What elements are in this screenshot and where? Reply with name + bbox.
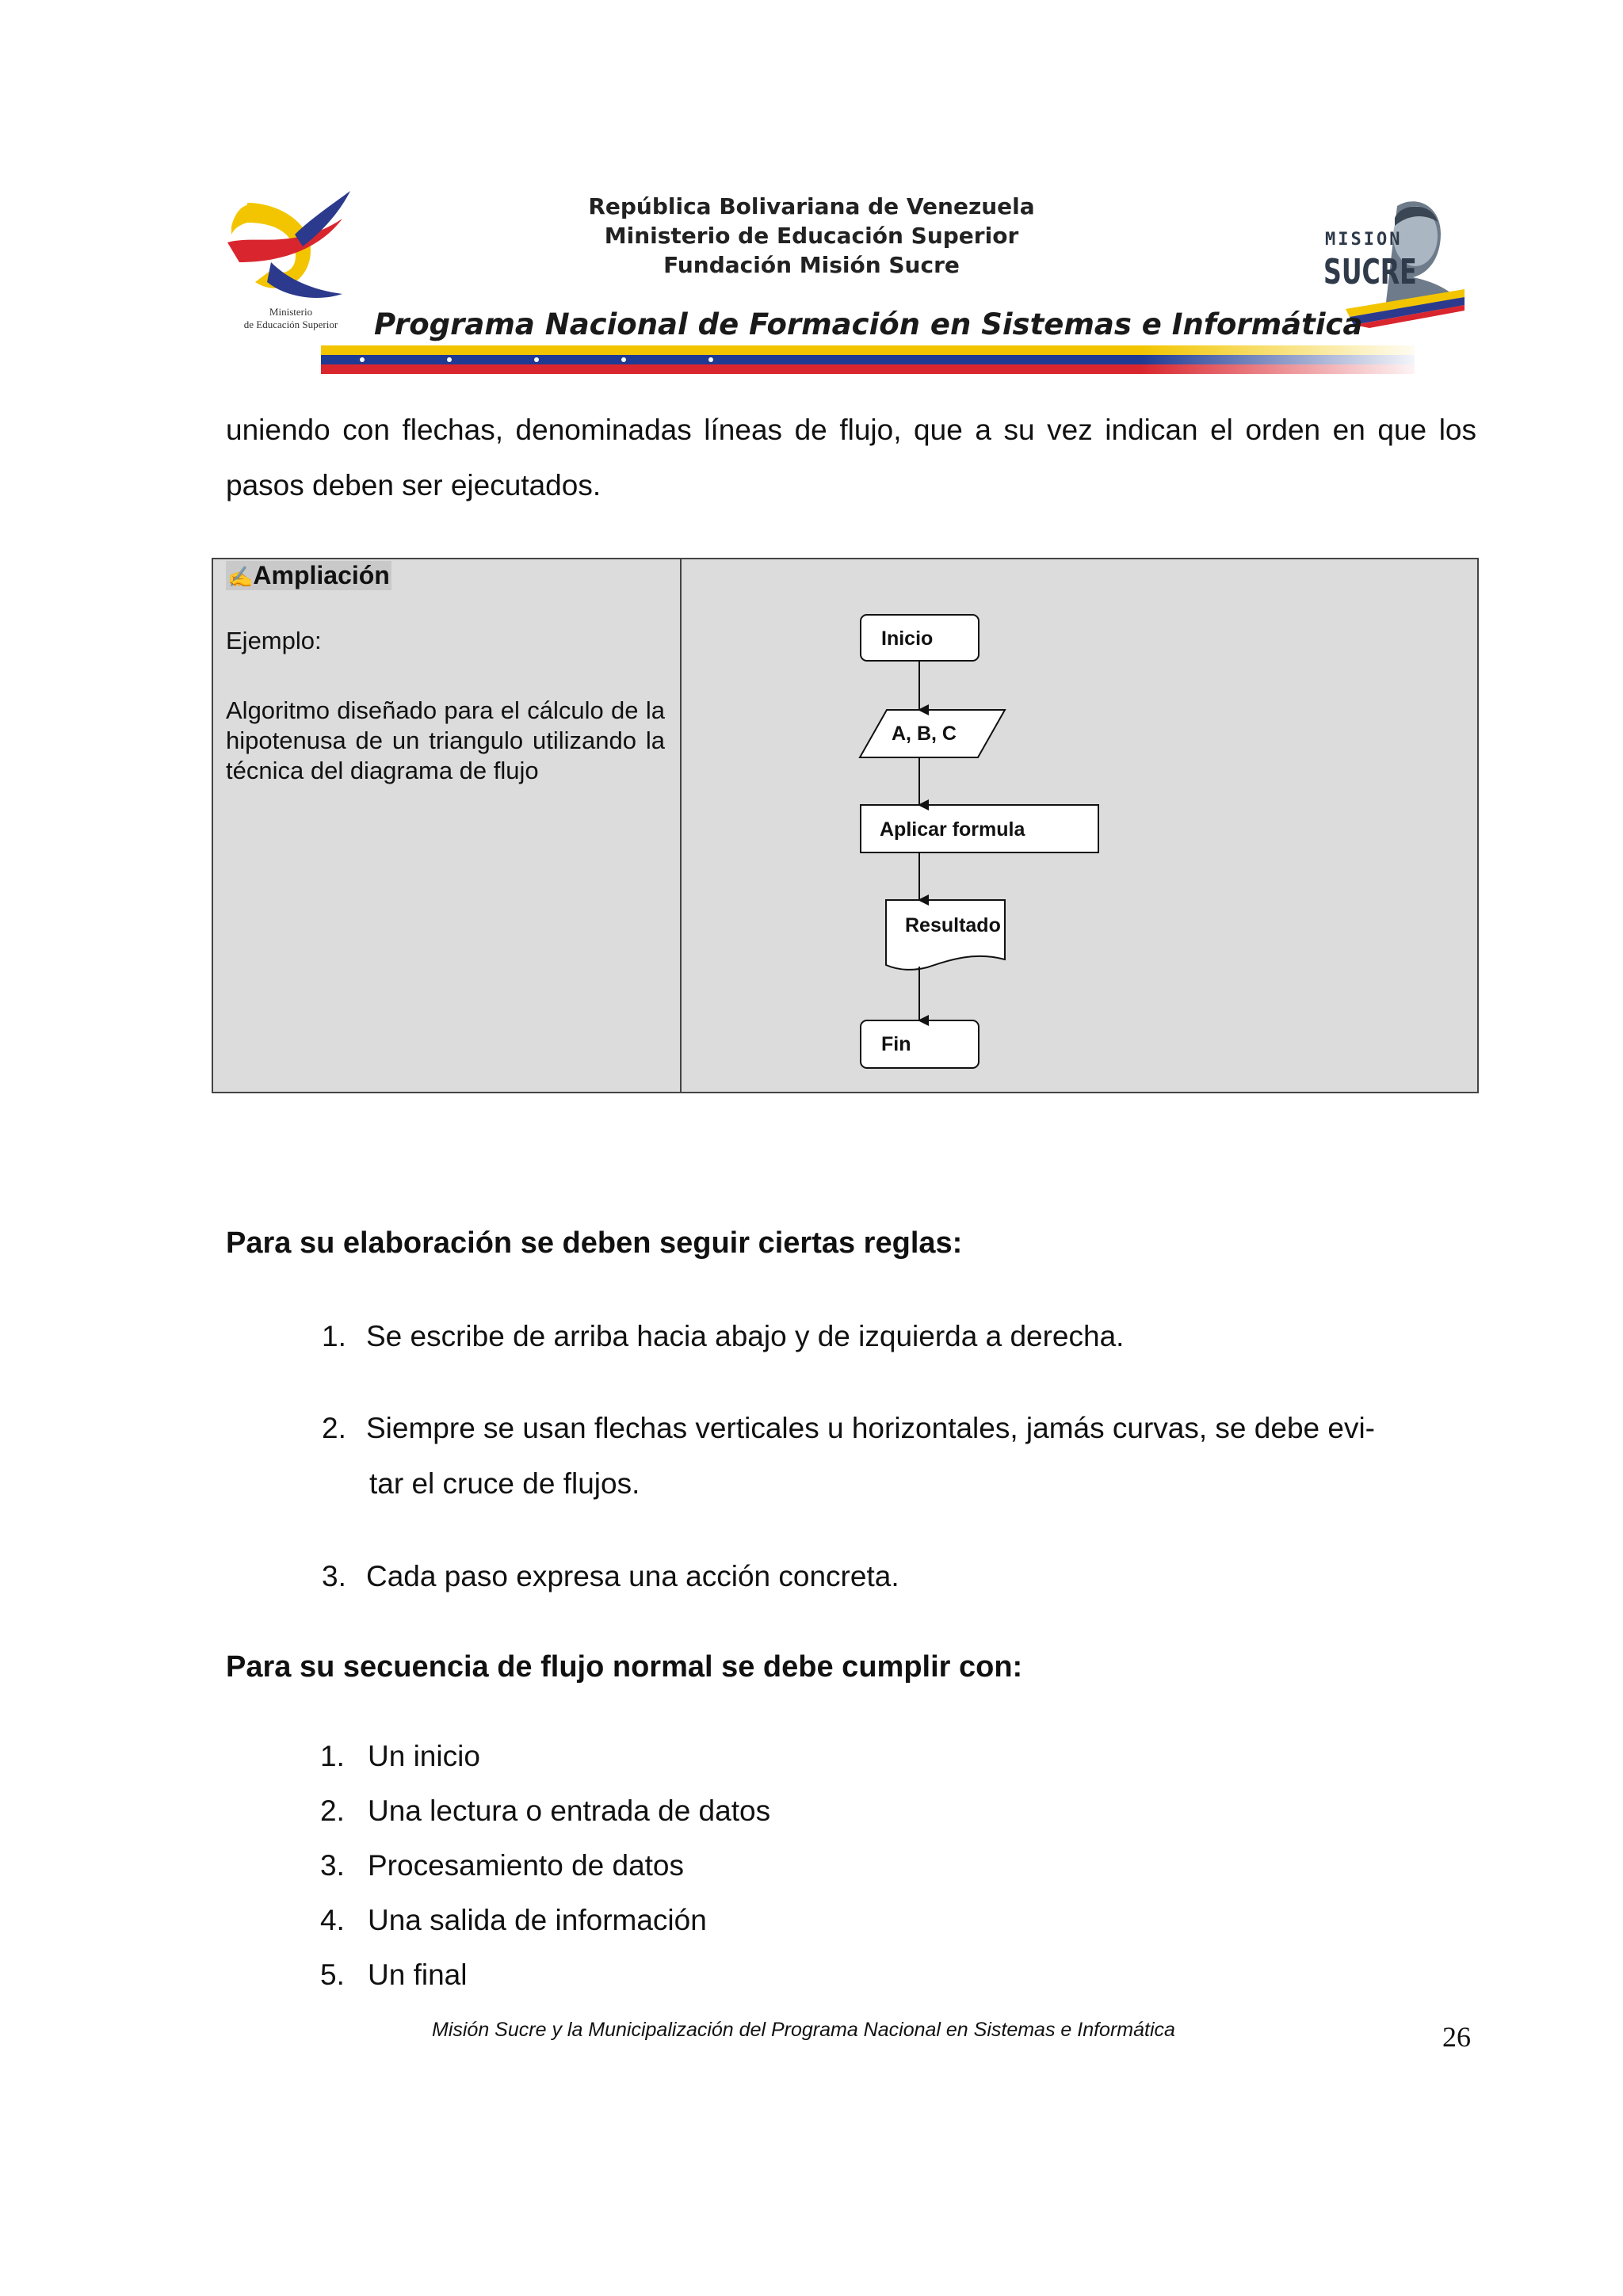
example-table (212, 558, 1479, 1093)
sequence-number: 2. (320, 1794, 345, 1827)
ampliacion-label (226, 561, 391, 590)
rule-number: 1. (322, 1320, 346, 1352)
sequence-item (320, 1904, 707, 1937)
sequence-text: Una lectura o entrada de datos (368, 1794, 771, 1827)
writing-hand-icon: ✍ (227, 565, 254, 589)
sequence-number: 4. (320, 1904, 345, 1936)
header-ministry: Ministerio de Educación Superior (604, 223, 1019, 249)
rule-item (322, 1401, 1479, 1512)
sequence-text: Un final (368, 1958, 468, 1991)
header-band-fade (321, 345, 1415, 374)
rule-text: Se escribe de arriba hacia abajo y de izquierda a derecha. (366, 1320, 1125, 1352)
flowchart-process-label: Aplicar formula (880, 818, 1025, 841)
sequence-text: Una salida de información (368, 1904, 707, 1936)
ministry-caption-line1: Ministerio (269, 306, 313, 318)
program-title: Programa Nacional de Formación en Sistemas e Informática (374, 307, 1363, 341)
flowchart-start-label: Inicio (881, 627, 934, 650)
rule-text: Siempre se usan flechas verticales u horizontales, jamás curvas, se debe evi- (366, 1412, 1375, 1444)
flowchart-output-label: Resultado (905, 914, 1001, 936)
sequence-text: Procesamiento de datos (368, 1849, 685, 1882)
mision-logo-main-text: SUCRE (1323, 252, 1417, 292)
sequence-item (320, 1958, 467, 1992)
rule-number: 3. (322, 1560, 346, 1592)
rule-text: Cada paso expresa una acción concreta. (366, 1560, 899, 1592)
rules-heading: Para su elaboración se deben seguir ciertas reglas: (226, 1226, 963, 1260)
rule-item (322, 1549, 1479, 1604)
example-label: Ejemplo: (226, 627, 322, 654)
sequence-number: 1. (320, 1740, 345, 1772)
sequence-item (320, 1740, 480, 1773)
sequence-item (320, 1794, 770, 1828)
flowchart-end-shape (861, 1020, 979, 1068)
rule-text-continuation: tar el cruce de flujos. (369, 1467, 640, 1500)
flowchart-input-label: A, B, C (892, 723, 957, 745)
ampliacion-text: Ampliación (253, 561, 390, 589)
header-foundation: Fundación Misión Sucre (663, 252, 960, 278)
rule-item (322, 1309, 1479, 1364)
intro-paragraph: uniendo con flechas, denominadas líneas de flujo, que a su vez indican el orden en que los pasos deben ser ejecutados. (226, 414, 1476, 502)
sequence-number: 3. (320, 1849, 345, 1882)
page-number: 26 (1442, 2021, 1471, 2053)
mision-logo-top-text: MISION (1325, 230, 1403, 250)
rule-number: 2. (322, 1412, 346, 1444)
sequence-item (320, 1849, 684, 1882)
flowchart (682, 559, 1477, 1092)
footer-text: Misión Sucre y la Municipalización del Programa Nacional en Sistemas e Informática (432, 2019, 1175, 2041)
sequence-number: 5. (320, 1958, 345, 1991)
ministry-caption-line2: de Educación Superior (243, 318, 338, 330)
sequence-text: Un inicio (368, 1740, 480, 1772)
example-description: Algoritmo diseñado para el cálculo de la hipotenusa de un triangulo utilizando la técnica del diagrama de flujo (226, 696, 665, 784)
header-country: República Bolivariana de Venezuela (588, 193, 1035, 219)
sequence-heading: Para su secuencia de flujo normal se debe cumplir con: (226, 1650, 1023, 1684)
flowchart-end-label: Fin (881, 1033, 911, 1055)
